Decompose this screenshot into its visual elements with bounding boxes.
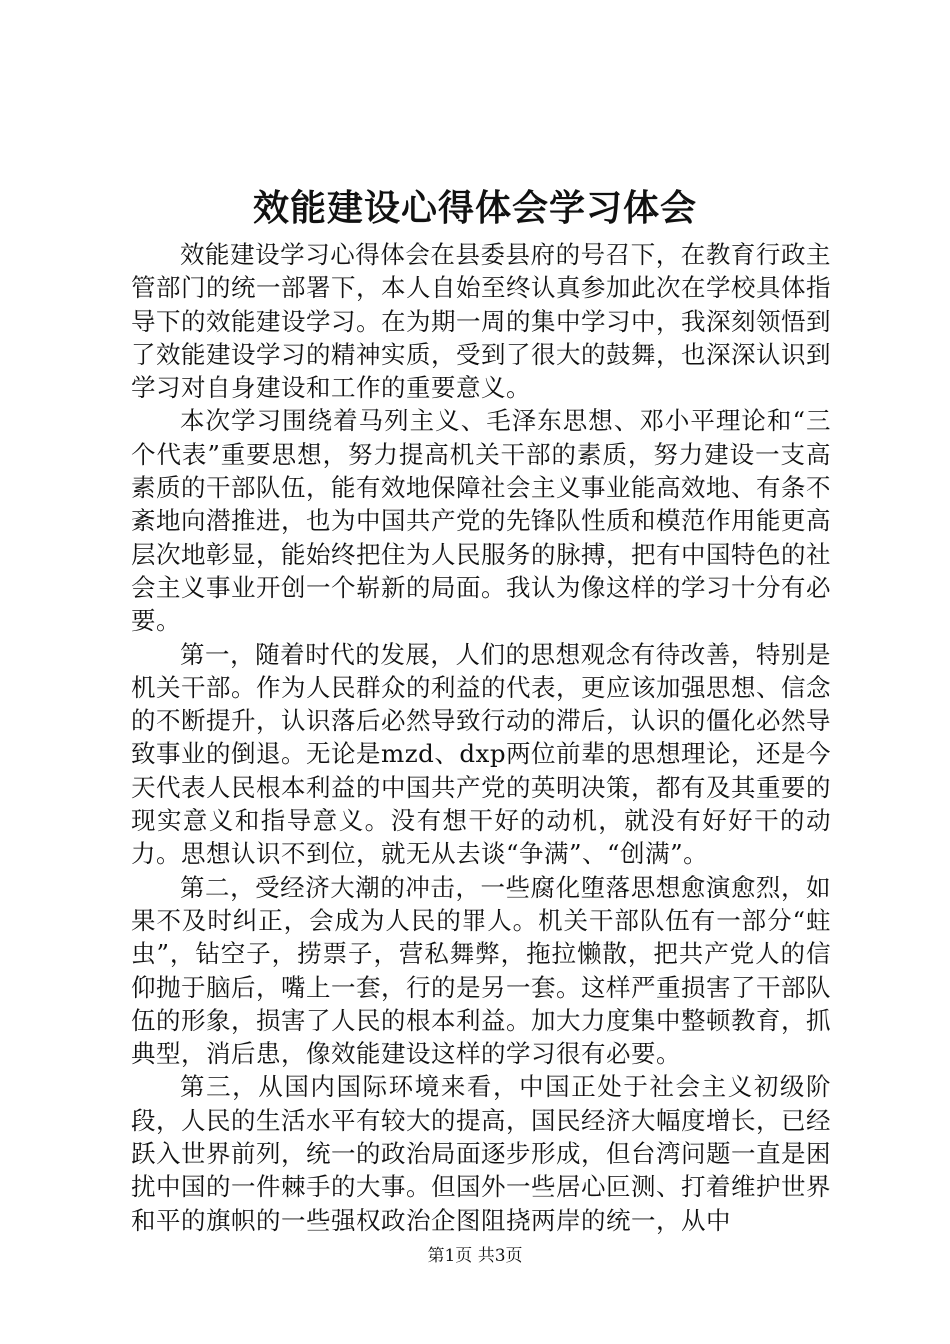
paragraph-1: 效能建设学习心得体会在县委县府的号召下，在教育行政主管部门的统一部署下，本人自始至终认真参加此次在学校具体指导下的效能建设学习。在为期一周的集中学习中，我深刻领悟到了效能建设学习的精神实质，受到了很大的鼓舞，也深深认识到学习对自身建设和工作的重要意义。 bbox=[131, 240, 831, 403]
paragraph-4: 第二，受经济大潮的冲击，一些腐化堕落思想愈演愈烈，如果不及时纠正，会成为人民的罪人。机关干部队伍有一部分“蛀虫”，钻空子，捞票子，营私舞弊，拖拉懒散，把共产党人的信仰抛于脑后，嘴上一套，行的是另一套。这样严重损害了干部队伍的形象，损害了人民的根本利益。加大力度集中整顿教育，抓典型，消后患，像效能建设这样的学习很有必要。 bbox=[131, 872, 831, 1069]
page-number-footer: 第1页 共3页 bbox=[427, 1246, 523, 1266]
document-body bbox=[131, 238, 831, 1237]
paragraph-5: 第三，从国内国际环境来看，中国正处于社会主义初级阶段，人民的生活水平有较大的提高，国民经济大幅度增长，已经跃入世界前列，统一的政治局面逐步形成，但台湾问题一直是困扰中国的一件棘手的大事。但国外一些居心叵测、打着维护世界和平的旗帜的一些强权政治企图阻挠两岸的统一，从中 bbox=[131, 1072, 831, 1235]
document-title: 效能建设心得体会学习体会 bbox=[252, 187, 697, 229]
paragraph-3: 第一，随着时代的发展，人们的思想观念有待改善，特别是机关干部。作为人民群众的利益的代表，更应该加强思想、信念的不断提升，认识落后必然导致行动的滞后，认识的僵化必然导致事业的倒退。无论是mzd、dxp两位前辈的思想理论，还是今天代表人民根本利益的中国共产党的英明决策，都有及其重要的现实意义和指导意义。没有想干好的动机，就没有好好干的动力。思想认识不到位，就无从去谈“争满”、“创满”。 bbox=[131, 639, 832, 869]
paragraph-2: 本次学习围绕着马列主义、毛泽东思想、邓小平理论和“三个代表”重要思想，努力提高机关干部的素质，努力建设一支高素质的干部队伍，能有效地保障社会主义事业能高效地、有条不紊地向潜推进，也为中国共产党的先锋队性质和模范作用能更高层次地彰显，能始终把住为人民服务的脉搏，把有中国特色的社会主义事业开创一个崭新的局面。我认为像这样的学习十分有必要。 bbox=[131, 406, 831, 636]
